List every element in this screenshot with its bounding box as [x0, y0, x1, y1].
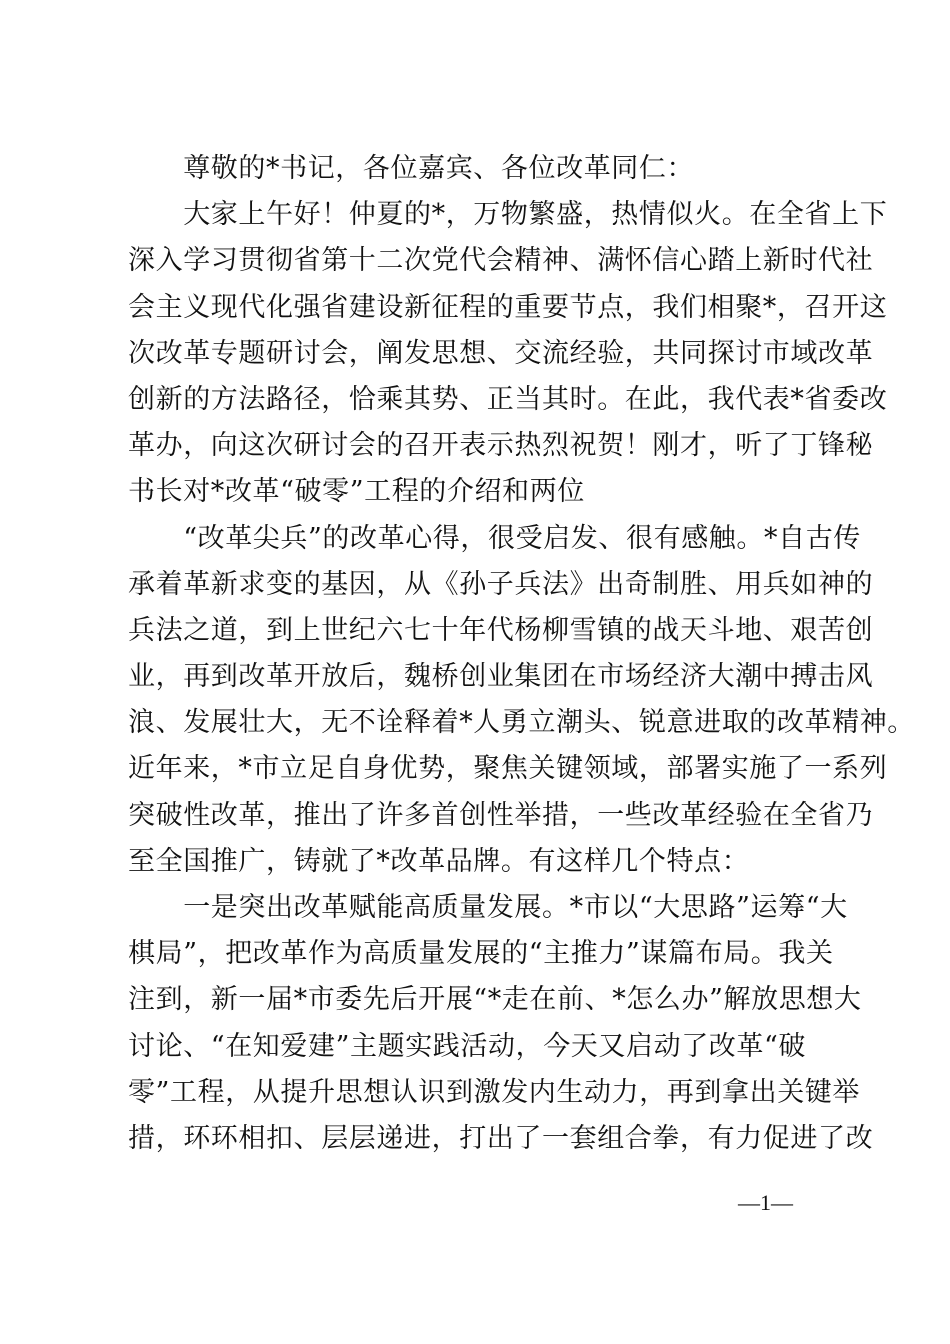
- text-line: 兵法之道，到上世纪六七十年代杨柳雪镇的战天斗地、艰苦创: [128, 614, 874, 646]
- text-line: “改革尖兵”的改革心得，很受启发、很有感触。*自古传: [128, 522, 861, 554]
- text-line: 会主义现代化强省建设新征程的重要节点，我们相聚*，召开这: [128, 291, 888, 323]
- text-line: 注到，新一届*市委先后开展“*走在前、*怎么办”解放思想大: [128, 984, 862, 1016]
- text-line: 革办，向这次研讨会的召开表示热烈祝贺！刚才，听了丁锋秘: [128, 430, 874, 462]
- text-line: 业，再到改革开放后，魏桥创业集团在市场经济大潮中搏击风: [128, 661, 874, 693]
- text-line: 承着革新求变的基因，从《孙子兵法》出奇制胜、用兵如神的: [128, 568, 874, 600]
- text-line: 突破性改革，推出了许多首创性举措，一些改革经验在全省乃: [128, 799, 874, 831]
- text-line: 措，环环相扣、层层递进，打出了一套组合拳，有力促进了改: [128, 1122, 874, 1154]
- text-line: 零”工程，从提升思想认识到激发内生动力，再到拿出关键举: [128, 1076, 861, 1108]
- text-line: 近年来，*市立足自身优势，聚焦关键领域，部署实施了一系列: [128, 753, 888, 785]
- text-line: 尊敬的*书记，各位嘉宾、各位改革同仁：: [128, 153, 695, 184]
- text-line: 棋局”，把改革作为高质量发展的“主推力”谋篇布局。我关: [128, 938, 834, 970]
- body-text: [128, 146, 915, 1162]
- text-line: 讨论、“在知爱建”主题实践活动，今天又启动了改革“破: [128, 1030, 807, 1062]
- text-line: 一是突出改革赋能高质量发展。*市以“大思路”运筹“大: [128, 892, 848, 923]
- text-line: 至全国推广，铸就了*改革品牌。有这样几个特点：: [128, 845, 750, 877]
- text-line: 浪、发展壮大，无不诠释着*人勇立潮头、锐意进取的改革精神。: [128, 707, 915, 739]
- text-line: 书长对*改革“破零”工程的介绍和两位: [128, 476, 585, 508]
- text-line: 深入学习贯彻省第十二次党代会精神、满怀信心踏上新时代社: [128, 245, 874, 277]
- text-line: 次改革专题研讨会，阐发思想、交流经验，共同探讨市域改革: [128, 337, 874, 369]
- text-line: 大家上午好！仲夏的*，万物繁盛，热情似火。在全省上下: [128, 199, 888, 231]
- text-line: 创新的方法路径，恰乘其势、正当其时。在此，我代表*省委改: [128, 383, 888, 415]
- page-number: —1—: [738, 1190, 793, 1215]
